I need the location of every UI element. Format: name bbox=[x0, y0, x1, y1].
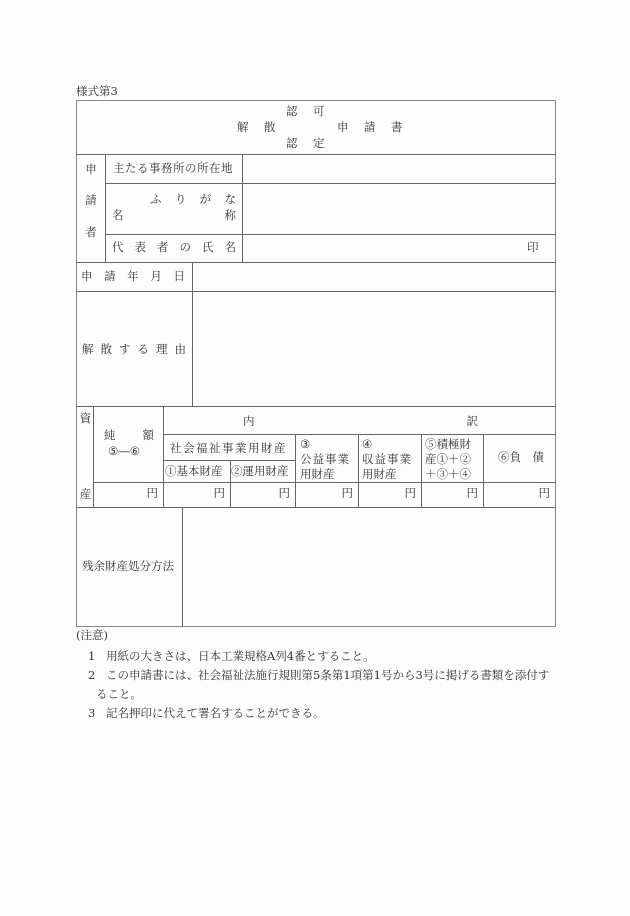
note-3-text: 記名押印に代えて署名することができる。 bbox=[106, 706, 325, 720]
application-date-label: 申 請 年 月 日 bbox=[81, 269, 185, 283]
total-positive-assets-header: ⑤積極財 産①＋② ＋③＋④ bbox=[425, 437, 471, 481]
representative-label: 代 表 者 の 氏 名 bbox=[112, 240, 236, 254]
address-label: 主たる事務所の所在地 bbox=[113, 161, 233, 175]
residual-assets-disposal-field[interactable] bbox=[183, 508, 555, 626]
name-label: 名 称 bbox=[112, 208, 236, 222]
representative-name-field[interactable] bbox=[243, 235, 523, 262]
note-1-number: 1 bbox=[88, 649, 96, 663]
total-positive-assets-field[interactable]: 円 bbox=[466, 486, 478, 500]
net-amount-formula: ⑤―⑥ bbox=[108, 444, 141, 458]
public-interest-assets-header: ③ 公益事業 用財産 bbox=[300, 437, 350, 481]
applicant-group-label: 申 請 者 bbox=[85, 162, 97, 239]
note-2-continuation: ること。 bbox=[96, 687, 142, 701]
corporation-name-field[interactable] bbox=[243, 184, 555, 234]
operating-assets-field[interactable]: 円 bbox=[278, 486, 290, 500]
application-date-field[interactable] bbox=[193, 263, 555, 291]
notes-heading: (注意) bbox=[76, 628, 108, 642]
furigana-label: ふ り が な bbox=[150, 192, 236, 206]
profit-business-assets-header: ④ 収益事業 用財産 bbox=[362, 437, 412, 481]
note-1-text: 用紙の大きさは、日本工業規格A列4番とすること。 bbox=[106, 649, 375, 663]
title-certification: 認 定 bbox=[286, 136, 327, 150]
dissolution-reason-field[interactable] bbox=[193, 292, 555, 406]
public-interest-assets-field[interactable]: 円 bbox=[341, 486, 353, 500]
assets-group-label: 資 産 bbox=[79, 411, 92, 501]
note-2-text: この申請書には、社会福祉法施行規則第5条第1項第1号から3号に掲げる書類を添付す bbox=[106, 668, 550, 682]
note-2-number: 2 bbox=[88, 668, 96, 682]
note-3-number: 3 bbox=[88, 706, 96, 720]
title-dissolution: 解 散 bbox=[237, 120, 278, 134]
liabilities-header: ⑥負 債 bbox=[498, 450, 544, 464]
liabilities-field[interactable]: 円 bbox=[538, 486, 550, 500]
basic-assets-header: ①基本財産 bbox=[165, 464, 223, 478]
operating-assets-header: ②運用財産 bbox=[231, 464, 289, 478]
seal-mark: 印 bbox=[527, 240, 539, 254]
net-amount-label: 純 額 bbox=[104, 428, 154, 442]
address-field[interactable] bbox=[243, 155, 555, 183]
basic-assets-field[interactable]: 円 bbox=[213, 486, 225, 500]
breakdown-label: 内 訳 bbox=[243, 414, 478, 428]
dissolution-reason-label: 解 散 す る 理 由 bbox=[82, 342, 186, 356]
net-amount-field[interactable]: 円 bbox=[146, 486, 158, 500]
social-welfare-assets-label: 社会福祉事業用財産 bbox=[170, 441, 287, 455]
title-application: 申 請 書 bbox=[337, 120, 405, 134]
title-permit: 認 可 bbox=[286, 104, 327, 118]
form-number: 様式第3 bbox=[76, 84, 118, 98]
profit-business-assets-field[interactable]: 円 bbox=[404, 486, 416, 500]
residual-assets-disposal-label: 残余財産処分方法 bbox=[82, 559, 174, 573]
